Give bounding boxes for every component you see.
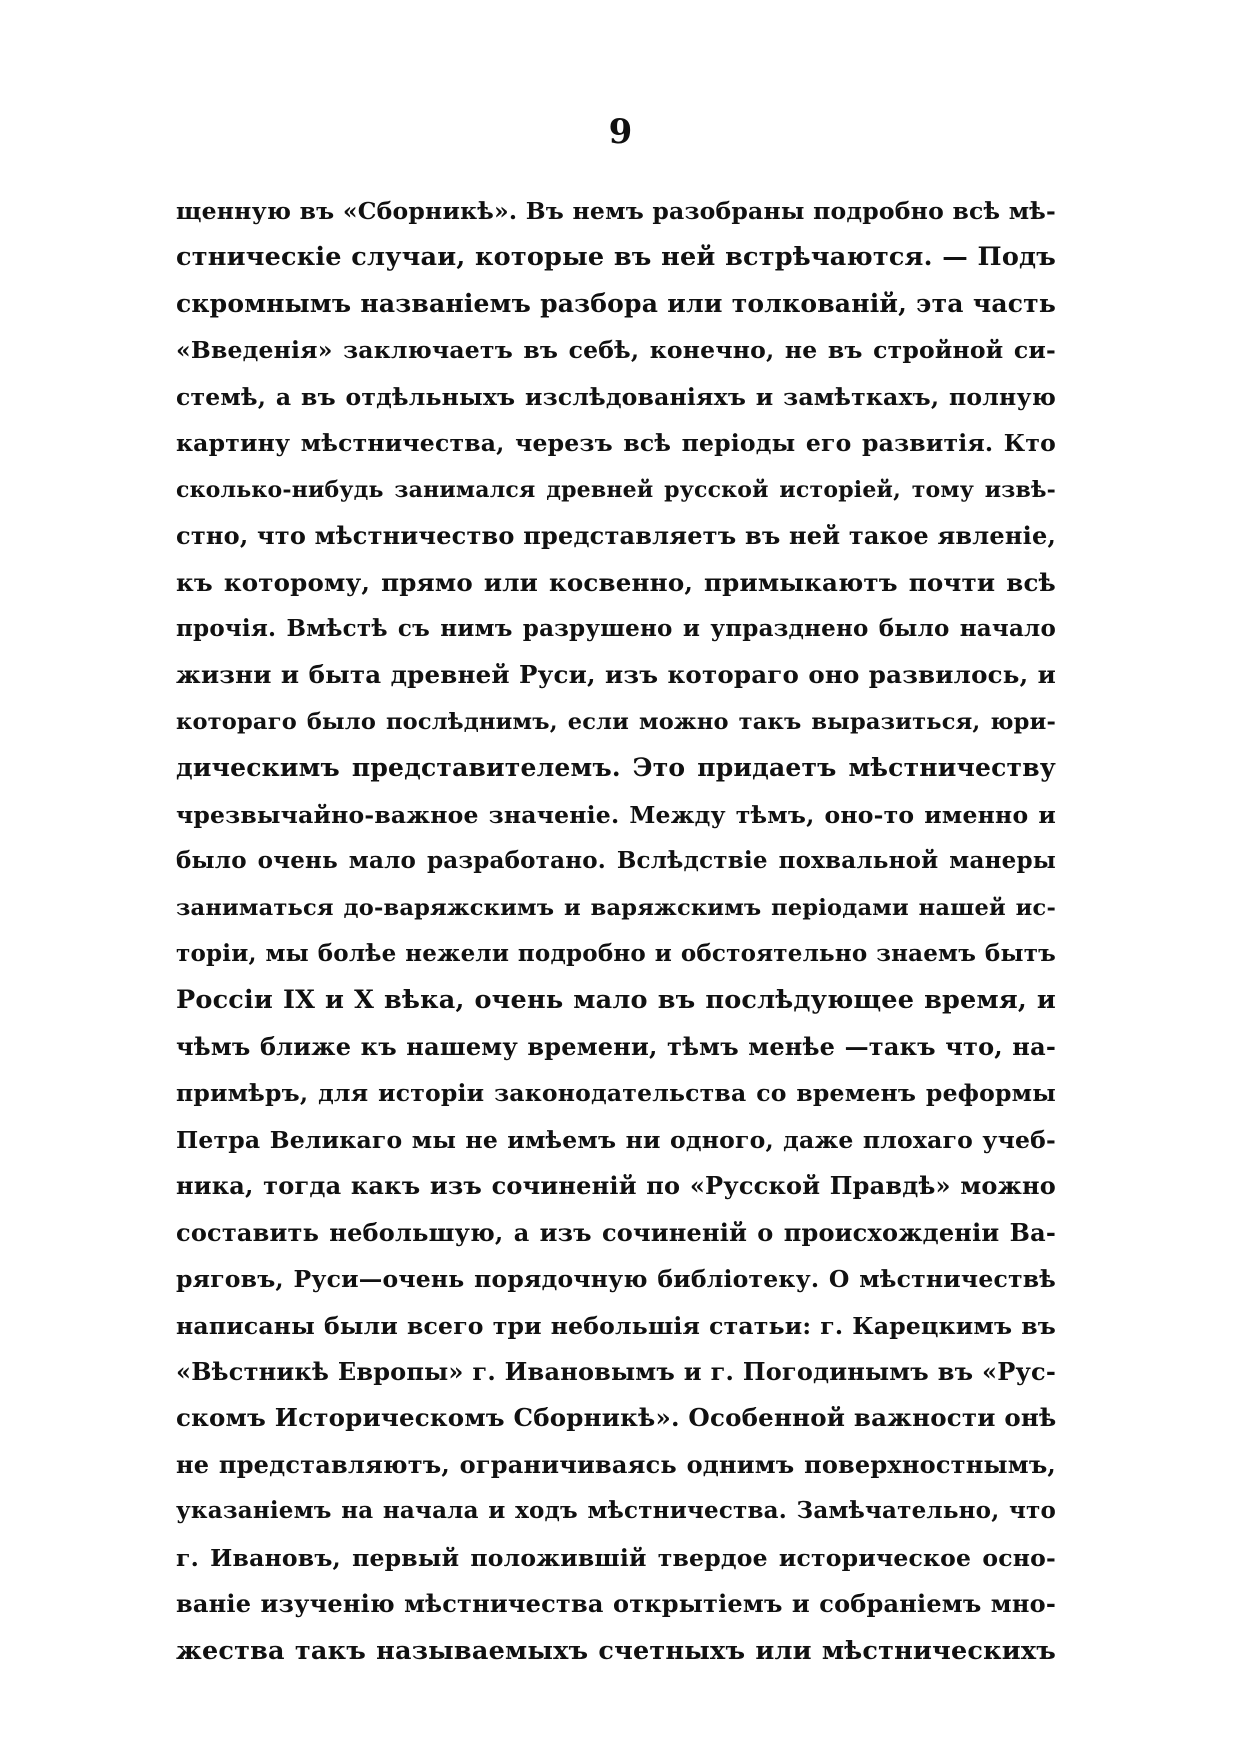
text-line: примѣръ, для исторіи законодательства со временъ реформы: [176, 1079, 1056, 1108]
text-line: стемѣ, а въ отдѣльныхъ изслѣдованіяхъ и замѣткахъ, полную: [176, 382, 1056, 411]
text-line: было очень мало разработано. Вслѣдствіе похвальной манеры: [176, 847, 1056, 875]
text-line: щенную въ «Сборникѣ». Въ немъ разобраны подробно всѣ мѣ-: [176, 197, 1056, 225]
text-line: жизни и быта древней Руси, изъ котораго оно развилось, и: [176, 660, 1056, 690]
text-line: чѣмъ ближе къ нашему времени, тѣмъ менѣе —такъ что, на-: [176, 1031, 1056, 1061]
text-line: указаніемъ на начала и ходъ мѣстничества. Замѣчательно, что: [176, 1497, 1056, 1525]
text-line: составить небольшую, а изъ сочиненій о происхожденіи Ва-: [176, 1217, 1056, 1247]
text-line: Россіи IX и X вѣка, очень мало въ послѣдующее время, и: [176, 985, 1056, 1016]
text-line: прочія. Вмѣстѣ съ нимъ разрушено и упразднено было начало: [176, 614, 1056, 642]
text-line: стническіе случаи, которые въ ней встрѣчаются. — Подъ: [176, 242, 1056, 273]
text-line: котораго было послѣднимъ, если можно такъ выразиться, юри-: [176, 708, 1056, 735]
text-line: написаны были всего три небольшія статьи: г. Карецкимъ въ: [176, 1311, 1056, 1340]
text-line: стно, что мѣстничество представляетъ въ ней такое явленіе,: [176, 521, 1056, 551]
text-line: къ которому, прямо или косвенно, примыкаютъ почти всѣ: [176, 567, 1056, 597]
text-line: чрезвычайно-важное значеніе. Между тѣмъ, оно-то именно и: [176, 800, 1056, 829]
body-text: [176, 188, 1056, 1674]
text-line: не представляютъ, ограничиваясь однимъ поверхностнымъ,: [176, 1449, 1056, 1479]
text-line: сколько-нибудь занимался древней русской исторіей, тому извѣ-: [176, 476, 1056, 503]
text-line: ряговъ, Руси—очень порядочную библіотеку. О мѣстничествѣ: [176, 1265, 1056, 1294]
text-line: Петра Великаго мы не имѣемъ ни одного, даже плохаго учеб-: [176, 1125, 1056, 1154]
text-line: ваніе изученію мѣстничества открытіемъ и собраніемъ мно-: [176, 1589, 1056, 1619]
text-line: г. Ивановъ, первый положившій твердое историческое осно-: [176, 1543, 1056, 1572]
text-line: «Вѣстникѣ Европы» г. Ивановымъ и г. Погодинымъ въ «Рус-: [176, 1356, 1056, 1386]
text-line: заниматься до-варяжскимъ и варяжскимъ періодами нашей ис-: [176, 894, 1056, 921]
text-line: ника, тогда какъ изъ сочиненій по «Русской Правдѣ» можно: [176, 1171, 1056, 1201]
text-line: жества такъ называемыхъ счетныхъ или мѣстническихъ: [176, 1635, 1056, 1666]
page-number: 9: [608, 112, 633, 152]
text-line: скомъ Историческомъ Сборникѣ». Особенной важности онѣ: [176, 1403, 1057, 1433]
text-line: скромнымъ названіемъ разбора или толкованій, эта часть: [176, 288, 1056, 318]
text-line: торіи, мы болѣе нежели подробно и обстоятельно знаемъ бытъ: [176, 940, 1056, 967]
text-line: дическимъ представителемъ. Это придаетъ мѣстничеству: [176, 753, 1056, 783]
text-line: картину мѣстничества, черезъ всѣ періоды его развитія. Кто: [176, 429, 1056, 458]
text-line: «Введенія» заключаетъ въ себѣ, конечно, не въ стройной си-: [176, 336, 1056, 365]
